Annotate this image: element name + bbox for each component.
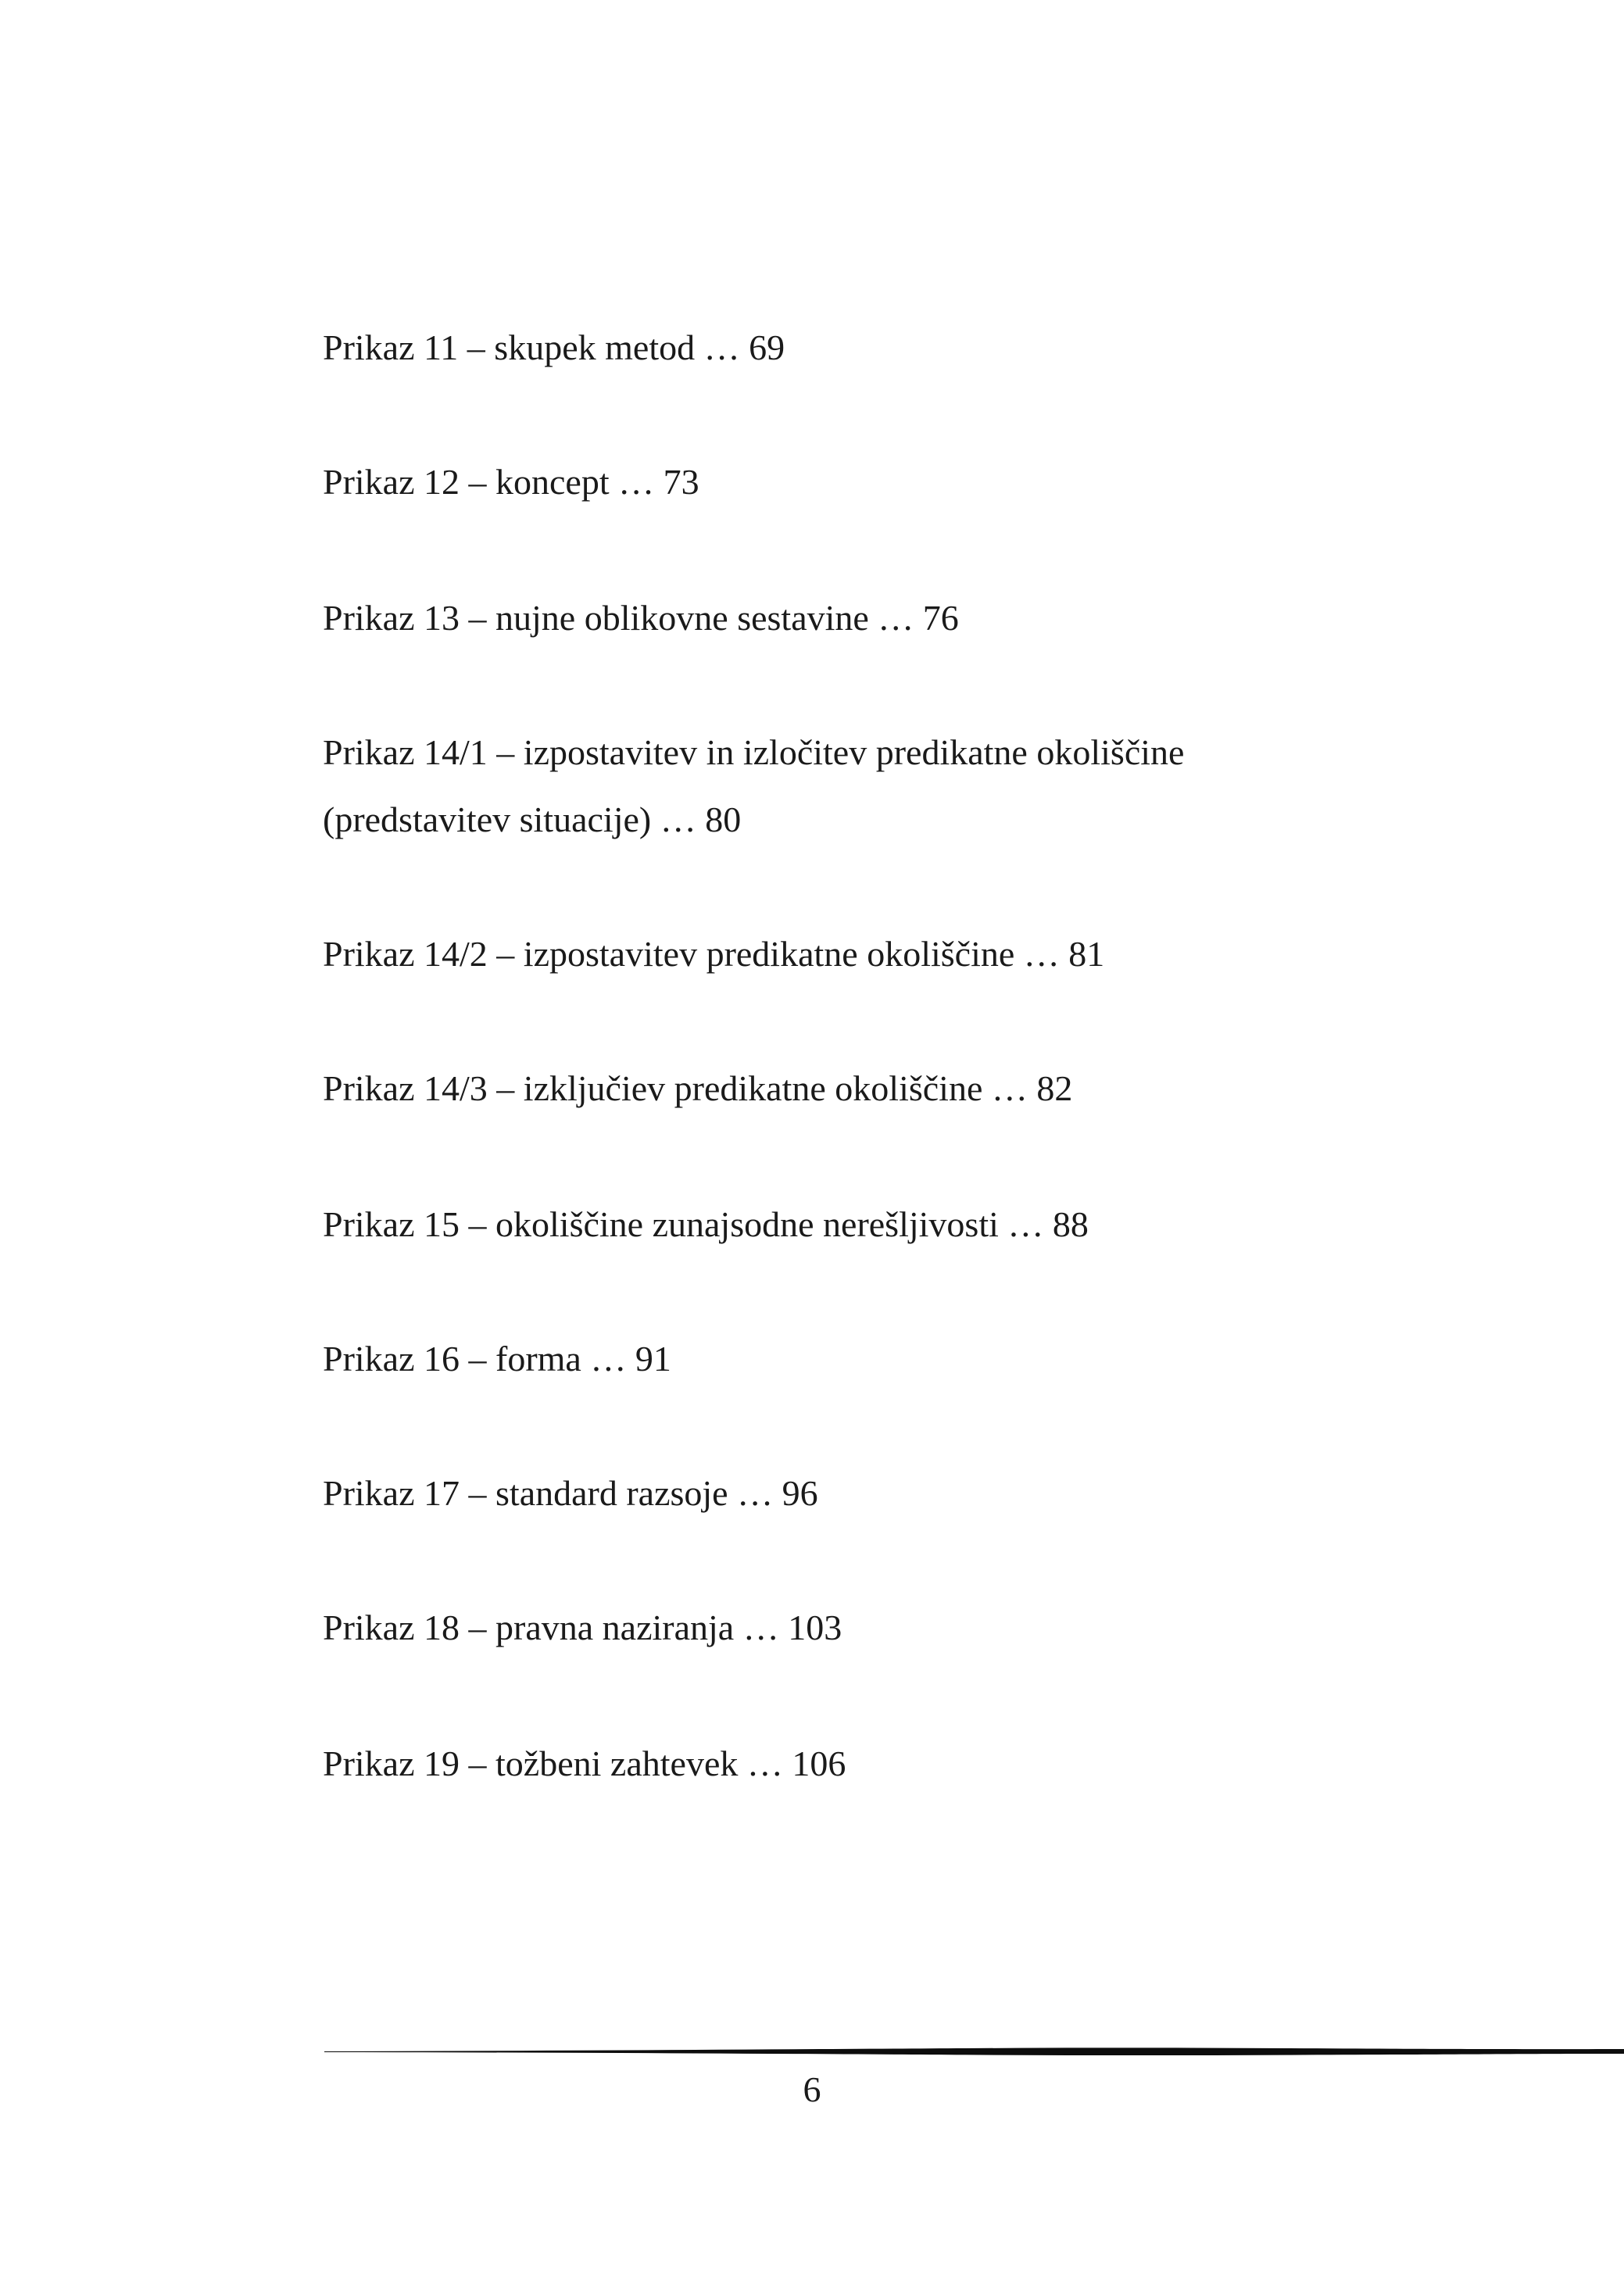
toc-entry-14-3: Prikaz 14/3 – izključiev predikatne okoliščine … 82: [323, 1068, 1073, 1108]
toc-entry-17: Prikaz 17 – standard razsoje … 96: [323, 1473, 818, 1513]
footer-rule: [324, 2046, 1624, 2057]
page-number: 6: [803, 2069, 821, 2109]
toc-entry-12: Prikaz 12 – koncept … 73: [323, 462, 699, 502]
toc-entry-16: Prikaz 16 – forma … 91: [323, 1339, 671, 1379]
toc-entry-13: Prikaz 13 – nujne oblikovne sestavine … 76: [323, 598, 959, 638]
toc-entry-14-2: Prikaz 14/2 – izpostavitev predikatne okoliščine … 81: [323, 934, 1105, 974]
toc-entry-14-1-line2: (predstavitev situacije) … 80: [323, 799, 742, 839]
toc-entry-15: Prikaz 15 – okoliščine zunajsodne nerešljivosti … 88: [323, 1204, 1089, 1244]
toc-entry-18: Prikaz 18 – pravna naziranja … 103: [323, 1608, 842, 1647]
toc-entry-11: Prikaz 11 – skupek metod … 69: [323, 327, 785, 367]
toc-entry-14-1-line1: Prikaz 14/1 – izpostavitev in izločitev predikatne okoliščine: [323, 732, 1185, 772]
toc-entry-19: Prikaz 19 – tožbeni zahtevek … 106: [323, 1743, 846, 1783]
